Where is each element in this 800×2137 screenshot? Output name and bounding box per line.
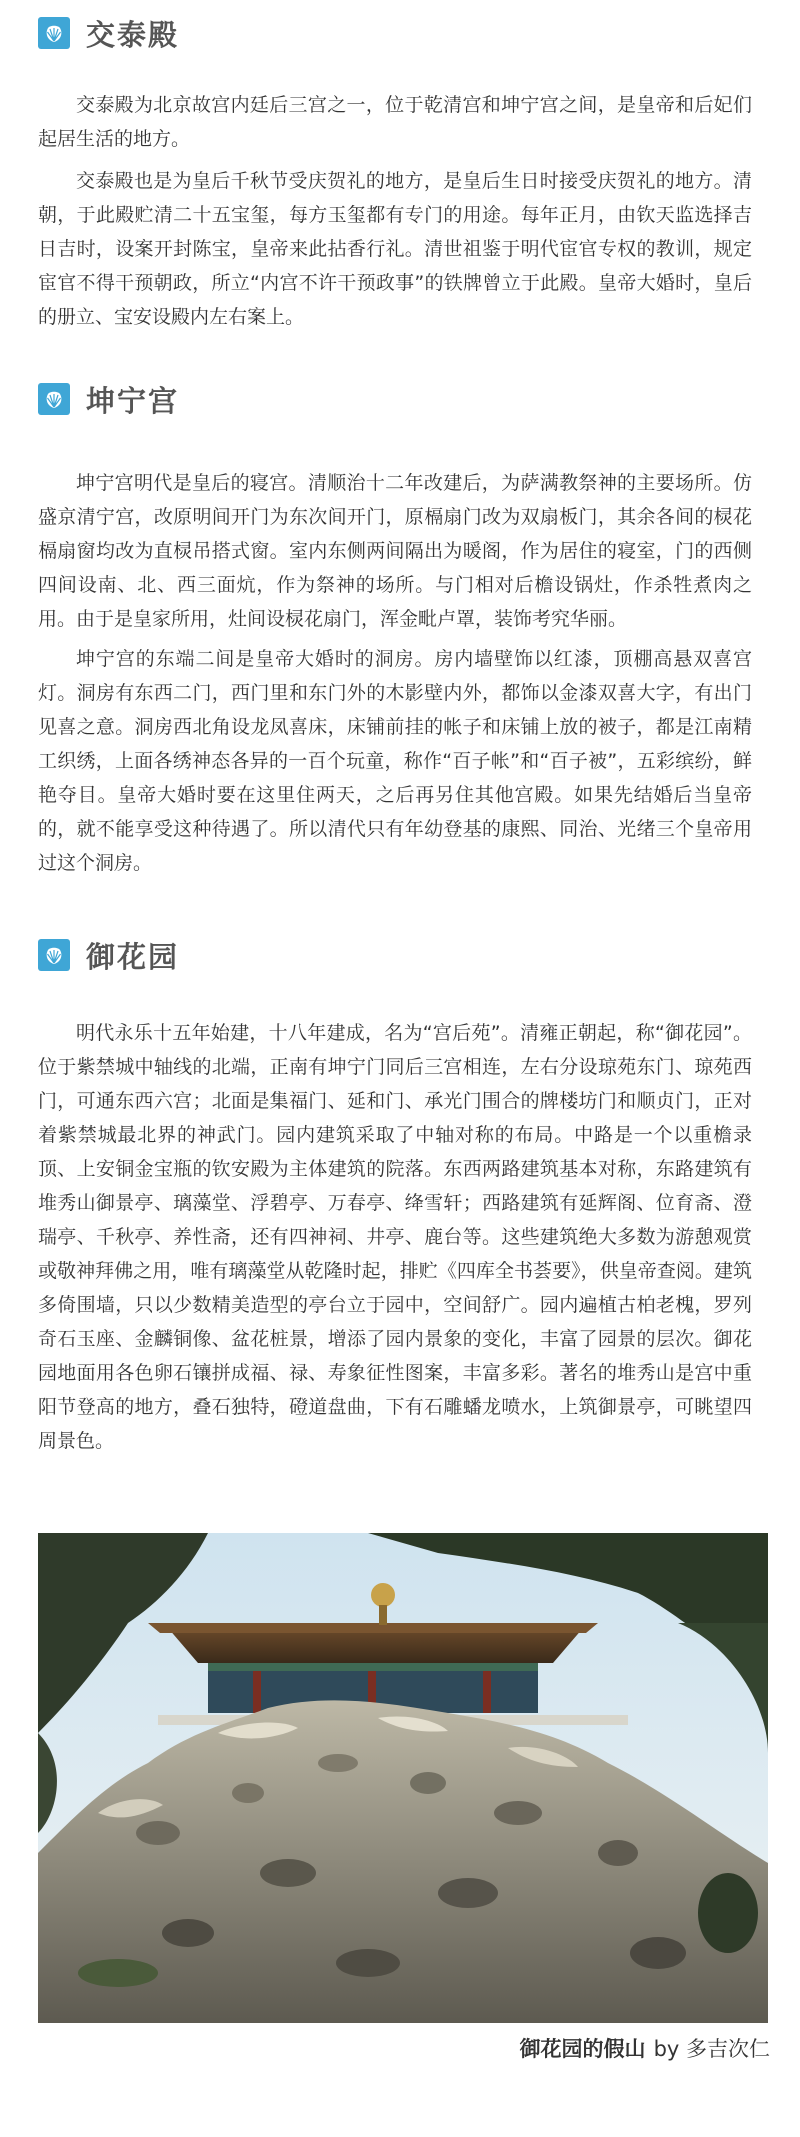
section-heading <box>38 380 752 418</box>
shell-icon <box>38 383 70 415</box>
paragraph: 坤宁宫明代是皇后的寝宫。清顺治十二年改建后，为萨满教祭神的主要场所。仿盛京清宁宫，改原明间开门为东次间开门，原槅扇门改为双扇板门，其余各间的棂花槅扇窗均改为直棂吊搭式窗。室内东侧两间隔出为暖阁，作为居住的寝室，门的西侧四间设南、北、西三面炕，作为祭神的场所。与门相对后檐设锅灶，作杀牲煮肉之用。由于是皇家所用，灶间设棂花扇门，浑金毗卢罩，装饰考究华丽。 <box>38 472 752 630</box>
photo-caption <box>520 2033 770 2063</box>
paragraph: 明代永乐十五年始建，十八年建成，名为“宫后苑”。清雍正朝起，称“御花园”。位于紫禁城中轴线的北端，正南有坤宁门同后三宫相连，左右分设琼苑东门、琼苑西门，可通东西六宫；北面是集福门、延和门、承光门围合的牌楼坊门和顺贞门，正对着紫禁城最北界的神武门。园内建筑采取了中轴对称的布局。中路是一个以重檐录顶、上安铜金宝瓶的钦安殿为主体建筑的院落。东西两路建筑基本对称，东路建筑有堆秀山御景亭、璃藻堂、浮碧亭、万春亭、绛雪轩；西路建筑有延辉阁、位育斋、澄瑞亭、千秋亭、养性斋，还有四神祠、井亭、鹿台等。这些建筑绝大多数为游憩观赏或敬神拜佛之用，唯有璃藻堂从乾隆时起，排贮《四库全书荟要》，供皇帝查阅。建筑多倚围墙，只以少数精美造型的亭台立于园中，空间舒广。园内遍植古柏老槐，罗列奇石玉座、金麟铜像、盆花桩景，增添了园内景象的变化，丰富了园景的层次。御花园地面用各色卵石镶拼成福、禄、寿象征性图案，丰富多彩。著名的堆秀山是宫中重阳节登高的地方，叠石独特，磴道盘曲，下有石雕蟠龙喷水，上筑御景亭，可眺望四周景色。 <box>38 1022 752 1452</box>
section-title: 御花园 <box>86 939 180 974</box>
shell-icon <box>38 17 70 49</box>
paragraph: 交泰殿也是为皇后千秋节受庆贺礼的地方，是皇后生日时接受庆贺礼的地方。清朝，于此殿贮清二十五宝玺，每方玉玺都有专门的用途。每年正月，由钦天监选择吉日吉时，设案开封陈宝，皇帝来此拈香行礼。清世祖鉴于明代宦官专权的教训，规定宦官不得干预朝政，所立“内宫不许干预政事”的铁牌曾立于此殿。皇帝大婚时，皇后的册立、宝安设殿内左右案上。 <box>38 170 752 328</box>
section-jiaotai <box>38 14 752 334</box>
paragraph: 坤宁宫的东端二间是皇帝大婚时的洞房。房内墙壁饰以红漆，顶棚高悬双喜宫灯。洞房有东西二门，西门里和东门外的木影壁内外，都饰以金漆双喜大字，有出门见喜之意。洞房西北角设龙凤喜床，床铺前挂的帐子和床铺上放的被子，都是江南精工织绣，上面各绣神态各异的一百个玩童，称作“百子帐”和“百子被”，五彩缤纷，鲜艳夺目。皇帝大婚时要在这里住两天，之后再另住其他宫殿。如果先结婚后当皇帝的，就不能享受这种待遇了。所以清代只有年幼登基的康熙、同治、光绪三个皇帝用过这个洞房。 <box>38 648 752 874</box>
paragraph: 交泰殿为北京故宫内廷后三宫之一，位于乾清宫和坤宁宫之间，是皇帝和后妃们起居生活的地方。 <box>38 94 752 150</box>
caption-author: by 多吉次仁 <box>653 2037 770 2061</box>
section-kunning <box>38 380 752 880</box>
section-title: 交泰殿 <box>86 17 180 52</box>
section-yuhuayuan <box>38 936 752 1458</box>
section-heading <box>38 14 752 52</box>
section-heading <box>38 936 752 974</box>
shell-icon <box>38 939 70 971</box>
rockery-photo <box>38 1533 768 2023</box>
caption-title: 御花园的假山 <box>519 2037 646 2061</box>
section-title: 坤宁宫 <box>86 383 180 418</box>
